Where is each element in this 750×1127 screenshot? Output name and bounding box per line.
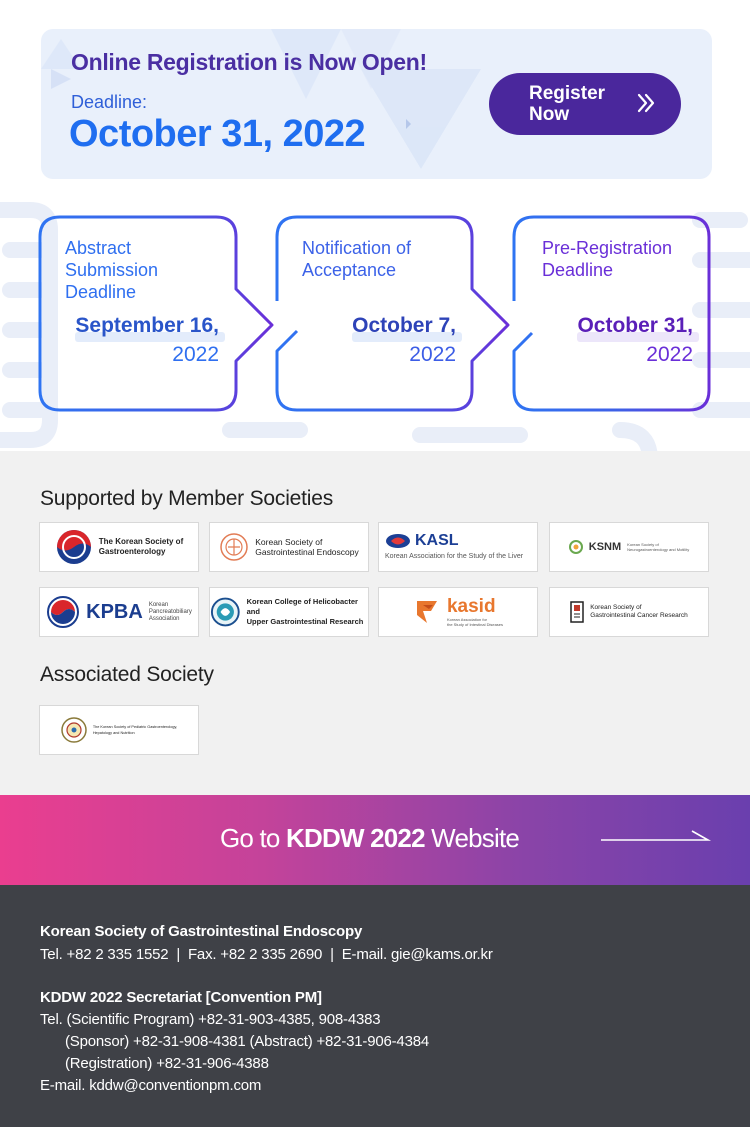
step-title: Abstract Submission Deadline xyxy=(65,238,159,302)
step-date: September 16, xyxy=(75,314,219,337)
timeline-step-preregistration xyxy=(514,205,714,410)
step-year: 2022 xyxy=(646,343,693,366)
step-date: October 7, xyxy=(352,314,456,337)
kasl-emblem-icon xyxy=(385,533,411,549)
footer-org2-name: KDDW 2022 Secretariat [Convention PM] xyxy=(40,989,322,1006)
timeline-step-notification xyxy=(277,205,477,410)
footer-org2-line: (Sponsor) +82-31-908-4381 (Abstract) +82-31-906-4384 xyxy=(65,1033,429,1050)
go-to-website-banner[interactable] xyxy=(0,795,750,885)
logo-ksnm[interactable]: KSNM Korean Society of Neurogastroenterology and Motility xyxy=(549,522,709,572)
ksg-emblem-icon xyxy=(55,528,93,566)
ksgcr-emblem-icon xyxy=(570,601,584,623)
kpba-emblem-icon xyxy=(46,595,80,629)
kasid-emblem-icon xyxy=(413,597,441,627)
footer-org1-contact: Tel. +82 2 335 1552 | Fax. +82 2 335 2690 | E-mail. gie@kams.or.kr xyxy=(40,946,493,963)
kspghan-emblem-icon xyxy=(61,717,87,743)
double-chevron-right-icon xyxy=(637,93,655,113)
registration-section xyxy=(0,0,750,451)
step-title: Pre-Registration Deadline xyxy=(542,238,673,280)
logo-kasl[interactable]: KASL Korean Association for the Study of the Liver xyxy=(378,522,538,572)
ksge-emblem-icon xyxy=(219,532,249,562)
footer xyxy=(0,885,750,1127)
member-societies-title: Supported by Member Societies xyxy=(40,487,334,510)
footer-org2-email: E-mail. kddw@conventionpm.com xyxy=(40,1077,262,1094)
deadline-label: Deadline: xyxy=(71,92,148,112)
logo-kpba[interactable]: KPBA Korean Pancreatobiliary Association xyxy=(39,587,199,637)
footer-org2-line: Tel. (Scientific Program) +82-31-903-4385, 908-4383 xyxy=(40,1011,381,1028)
footer-org2-line: (Registration) +82-31-906-4388 xyxy=(65,1055,269,1072)
logo-kspghan[interactable]: The Korean Society of Pediatric Gastroenterology, Hepatology and Nutrition xyxy=(39,705,199,755)
registration-title: Online Registration is Now Open! xyxy=(71,49,427,75)
logo-ksg[interactable]: The Korean Society of Gastroenterology xyxy=(39,522,199,572)
register-now-label: Register Now xyxy=(529,83,606,125)
arrow-right-icon xyxy=(600,829,712,845)
societies-section xyxy=(0,451,750,795)
step-year: 2022 xyxy=(409,343,456,366)
logo-kasid[interactable]: kasid Korean Association for the Study of Intestinal Diseases xyxy=(378,587,538,637)
timeline-step-abstract xyxy=(40,205,240,410)
go-to-website-label: Go to KDDW 2022 Website xyxy=(220,823,520,853)
logo-ksgcr[interactable]: Korean Society of Gastrointestinal Cancer Research xyxy=(549,587,709,637)
step-title: Notification of Acceptance xyxy=(302,238,412,280)
ksnm-emblem-icon xyxy=(569,540,583,554)
logo-ksge[interactable]: Korean Society of Gastrointestinal Endoscopy xyxy=(209,522,369,572)
step-year: 2022 xyxy=(172,343,219,366)
deadline-date: October 31, 2022 xyxy=(69,113,366,155)
schedule-timeline xyxy=(0,205,750,420)
register-now-button[interactable] xyxy=(489,73,681,135)
associated-society-title: Associated Society xyxy=(40,663,214,686)
kchugr-emblem-icon xyxy=(210,596,241,628)
footer-org1-name: Korean Society of Gastrointestinal Endoscopy xyxy=(40,923,363,940)
logo-kchugr[interactable]: Korean College of Helicobacter and Upper Gastrointestinal Research xyxy=(209,587,369,637)
step-date: October 31, xyxy=(577,314,693,337)
registration-banner xyxy=(41,29,712,179)
